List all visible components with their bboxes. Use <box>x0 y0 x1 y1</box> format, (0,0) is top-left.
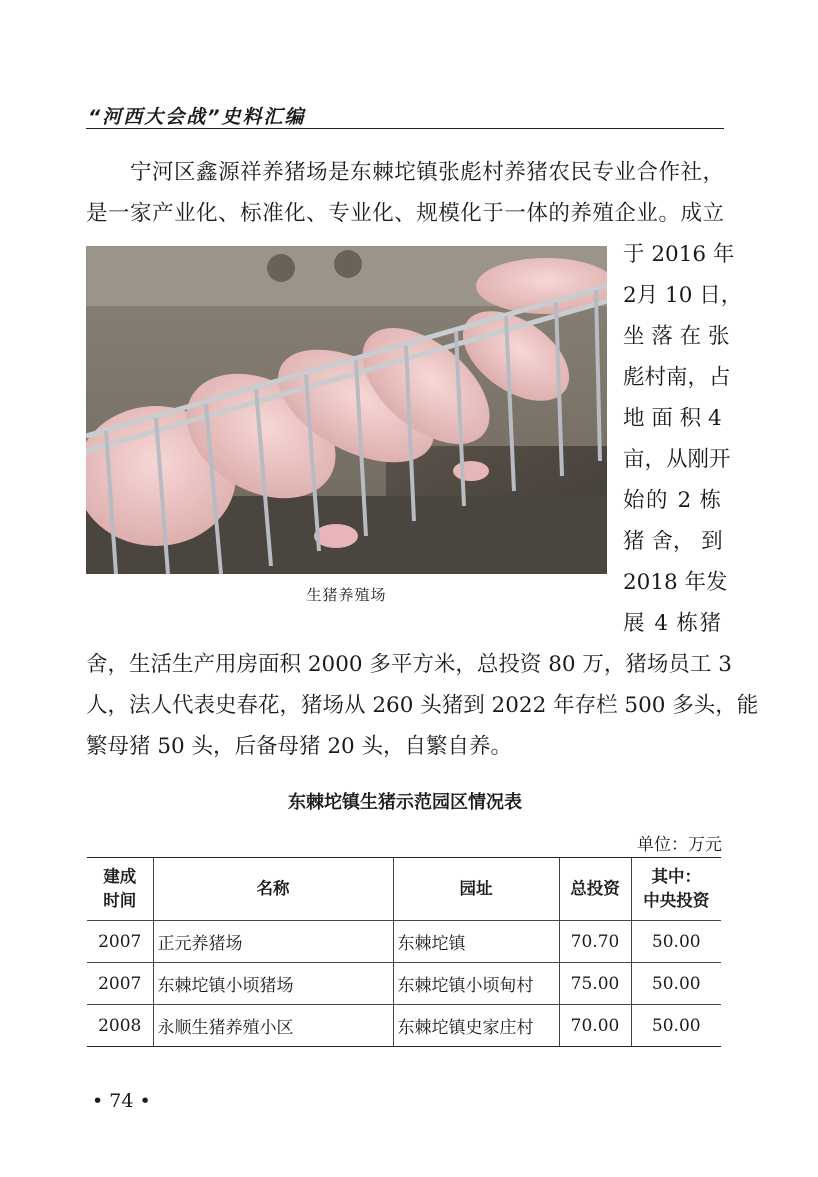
col-header-central-line2: 中央投资 <box>643 891 710 910</box>
cell-name: 东棘坨镇小顷猪场 <box>153 963 393 1005</box>
cell-central: 50.00 <box>631 963 721 1005</box>
demo-park-table <box>87 857 721 1047</box>
cell-address: 东棘坨镇 <box>393 921 559 963</box>
cell-year: 2007 <box>87 963 153 1005</box>
col-header-address: 园址 <box>393 858 559 921</box>
table-row <box>87 1005 721 1047</box>
cell-total: 75.00 <box>559 963 631 1005</box>
cell-name: 正元养猪场 <box>153 921 393 963</box>
table-header-row <box>87 858 721 921</box>
paragraph-line-after-1: 舍，生活生产用房面积 2000 多平方米，总投资 80 万，猪场员工 3 <box>86 652 732 677</box>
pig-farm-photo <box>86 246 607 574</box>
cell-total: 70.00 <box>559 1005 631 1047</box>
wrap-line: 2018 年发 <box>623 570 728 595</box>
table-row <box>87 963 721 1005</box>
col-header-year <box>87 858 153 921</box>
table-title: 东棘坨镇生猪示范园区情况表 <box>288 792 522 813</box>
col-header-central <box>631 858 721 921</box>
col-header-year-line2: 时间 <box>103 891 137 910</box>
col-header-central-line1: 其中： <box>651 867 701 886</box>
wrap-line: 地 面 积 4 <box>623 406 722 431</box>
wrap-line: 于 2016 年 <box>623 242 735 267</box>
cell-address: 东棘坨镇小顷甸村 <box>393 963 559 1005</box>
table-row <box>87 921 721 963</box>
cell-total: 70.70 <box>559 921 631 963</box>
wrap-line: 坐 落 在 张 <box>623 324 730 349</box>
wrap-line: 亩，从刚开 <box>623 447 731 472</box>
wrap-line: 展 4 栋猪 <box>623 611 721 636</box>
running-header-title: “河西大会战”史料汇编 <box>88 106 306 128</box>
page-number: • 74 • <box>92 1090 151 1112</box>
paragraph-line-2: 是一家产业化、标准化、专业化、规模化于一体的养殖企业。成立 <box>86 201 724 226</box>
wrap-line: 彪村南，占 <box>623 365 731 390</box>
cell-central: 50.00 <box>631 1005 721 1047</box>
table-unit: 单位：万元 <box>637 835 722 855</box>
cell-year: 2007 <box>87 921 153 963</box>
running-header <box>86 100 724 129</box>
wrap-line: 2月 10 日， <box>623 283 743 308</box>
photo-caption: 生猪养殖场 <box>306 586 387 604</box>
cell-name: 永顺生猪养殖小区 <box>153 1005 393 1047</box>
cell-address: 东棘坨镇史家庄村 <box>393 1005 559 1047</box>
paragraph-line-after-2: 人，法人代表史春花，猪场从 260 头猪到 2022 年存栏 500 多头，能 <box>86 693 759 718</box>
paragraph-line-after-3: 繁母猪 50 头，后备母猪 20 头，自繁自养。 <box>86 734 513 759</box>
col-header-total: 总投资 <box>559 858 631 921</box>
cell-year: 2008 <box>87 1005 153 1047</box>
wrap-line: 猪 舍， 到 <box>623 529 723 554</box>
cell-central: 50.00 <box>631 921 721 963</box>
col-header-name: 名称 <box>153 858 393 921</box>
paragraph-line-1: 宁河区鑫源祥养猪场是东棘坨镇张彪村养猪农民专业合作社， <box>130 160 724 185</box>
col-header-year-line1: 建成 <box>103 867 137 886</box>
wrap-line: 始的 2 栋 <box>623 488 721 513</box>
